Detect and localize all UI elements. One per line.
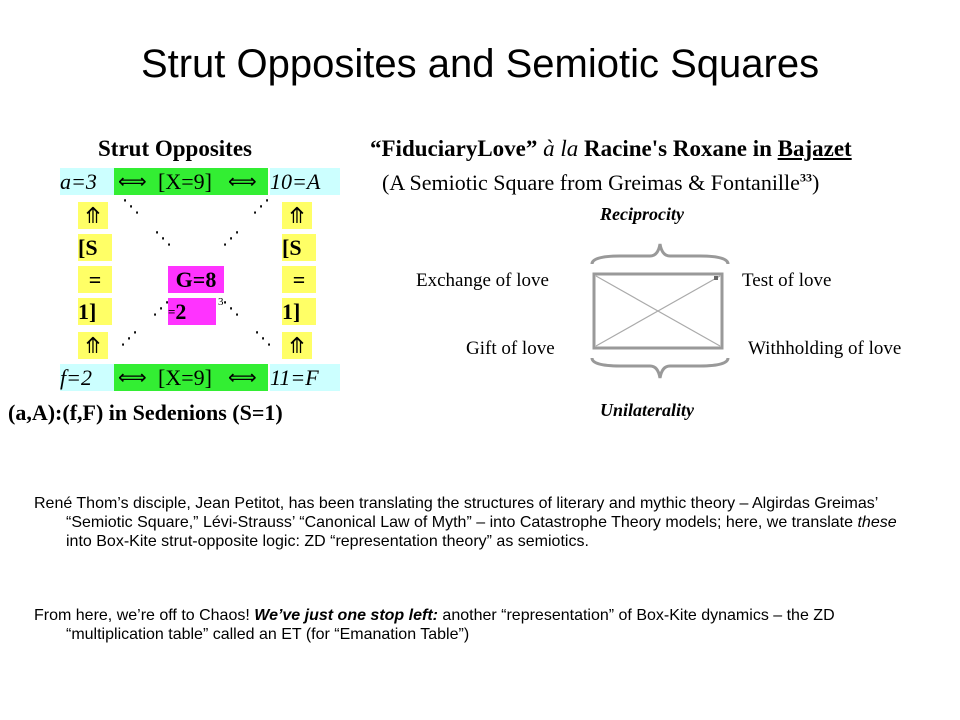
up-arrow-icon: ⤊ — [78, 202, 108, 229]
exchange-label: Exchange of love — [416, 270, 549, 291]
gift-label: Gift of love — [466, 338, 555, 359]
diagonal-dots-icon: ⋰ — [120, 328, 138, 349]
bottom-right-node: 11=F — [270, 364, 340, 391]
top-middle-node: [X=9] — [158, 169, 212, 194]
slide-title: Strut Opposites and Semiotic Squares — [140, 42, 820, 86]
left-one-label: 1] — [78, 298, 112, 325]
up-arrow-icon: ⤊ — [282, 202, 312, 229]
bottom-left-node: f=2 — [60, 364, 114, 391]
center-value-node: =2 — [168, 298, 216, 325]
strut-caption: (a,A):(f,F) in Sedenions (S=1) — [8, 400, 283, 425]
body-paragraph-2: From here, we’re off to Chaos! We’ve just one stop left: another “representation” of Box-Kite dynamics – the ZD “multiplication table” called an ET (for “Emanation Table”) — [34, 607, 835, 643]
semiotic-square-graphic — [580, 236, 740, 386]
withholding-label: Withholding of love — [748, 338, 902, 359]
top-right-node: 10=A — [270, 168, 340, 195]
double-arrow-icon: ⟺ — [118, 365, 147, 389]
test-label: Test of love — [742, 270, 832, 291]
bottom-middle-node: [X=9] — [158, 365, 212, 390]
up-arrow-icon: ⤊ — [78, 332, 108, 359]
body-paragraph-1: René Thom’s disciple, Jean Petitot, has been translating the structures of literary and mythic theory – Algirdas Greimas’ “Semiotic Square,” Lévi-Strauss’ “Canonical Law of Myth” – into Catastrophe Theory models; here, we translate these into Box-Kite strut-opposite logic: ZD “representation theory” as semiotics. — [34, 495, 897, 550]
left-equals: = — [78, 266, 112, 293]
diagonal-dots-icon: ⋱ — [222, 298, 240, 319]
semiotic-title: “FiduciaryLove” à la Racine's Roxane in Bajazet — [370, 136, 852, 161]
double-arrow-icon: ⟺ — [228, 169, 257, 193]
top-brace — [592, 244, 728, 264]
diagonal-dots-icon: ⋱ — [154, 228, 172, 249]
double-arrow-icon: ⟺ — [228, 365, 257, 389]
double-arrow-icon: ⟺ — [118, 169, 147, 193]
right-one-label: 1] — [282, 298, 316, 325]
diagonal-dots-icon: ⋱ — [122, 196, 140, 217]
semiotic-subtitle: (A Semiotic Square from Greimas & Fontanille$^{33}$) — [382, 170, 820, 195]
up-arrow-icon: ⤊ — [282, 332, 312, 359]
diagonal-dots-icon: ⋰ — [152, 298, 170, 319]
bottom-brace — [592, 358, 728, 378]
center-superscript: 3 — [218, 296, 224, 308]
reciprocity-label: Reciprocity — [600, 204, 684, 224]
top-left-node: a=3 — [60, 168, 114, 195]
strut-opposites-heading: Strut Opposites — [98, 136, 252, 161]
right-s-label: [S — [282, 234, 316, 261]
unilaterality-label: Unilaterality — [600, 400, 694, 420]
diagonal-dots-icon: ⋱ — [254, 328, 272, 349]
right-equals: = — [282, 266, 316, 293]
diagonal-dots-icon: ⋰ — [222, 228, 240, 249]
left-s-label: [S — [78, 234, 112, 261]
diagonal-dots-icon: ⋰ — [252, 196, 270, 217]
center-g-node: G=8 — [168, 266, 224, 293]
